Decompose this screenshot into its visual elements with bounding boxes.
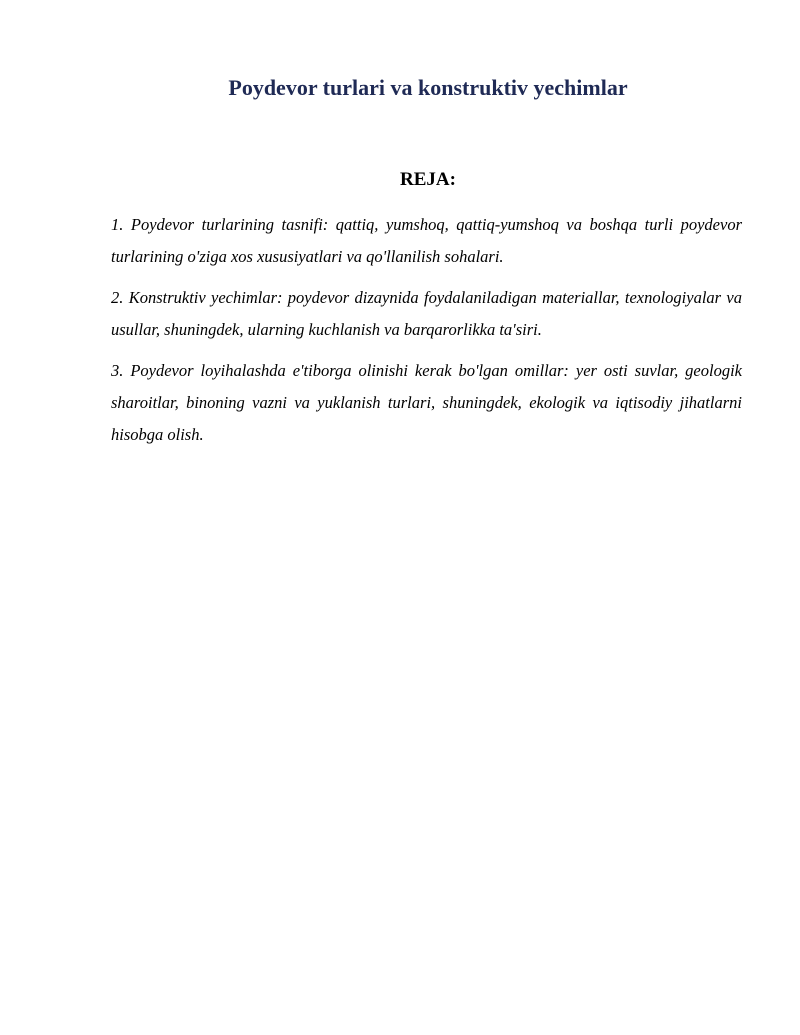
document-title: Poydevor turlari va konstruktiv yechimlar <box>228 75 628 100</box>
plan-list <box>111 209 742 460</box>
plan-item: 2. Konstruktiv yechimlar: poydevor dizaynida foydalaniladigan materiallar, texnologiyalar va usullar, shuningdek, ularning kuchlanish va barqarorlikka ta'siri. <box>111 288 742 339</box>
plan-item: 1. Poydevor turlarining tasnifi: qattiq, yumshoq, qattiq-yumshoq va boshqa turli poydevor turlarining o'ziga xos xususiyatlari va qo'llanilish sohalari. <box>111 215 742 266</box>
plan-heading: REJA: <box>400 169 456 190</box>
plan-item: 3. Poydevor loyihalashda e'tiborga olinishi kerak bo'lgan omillar: yer osti suvlar, geologik sharoitlar, binoning vazni va yuklanish turlari, shuningdek, ekologik va iqtisodiy jihatlarni hisobga olish. <box>111 361 742 444</box>
